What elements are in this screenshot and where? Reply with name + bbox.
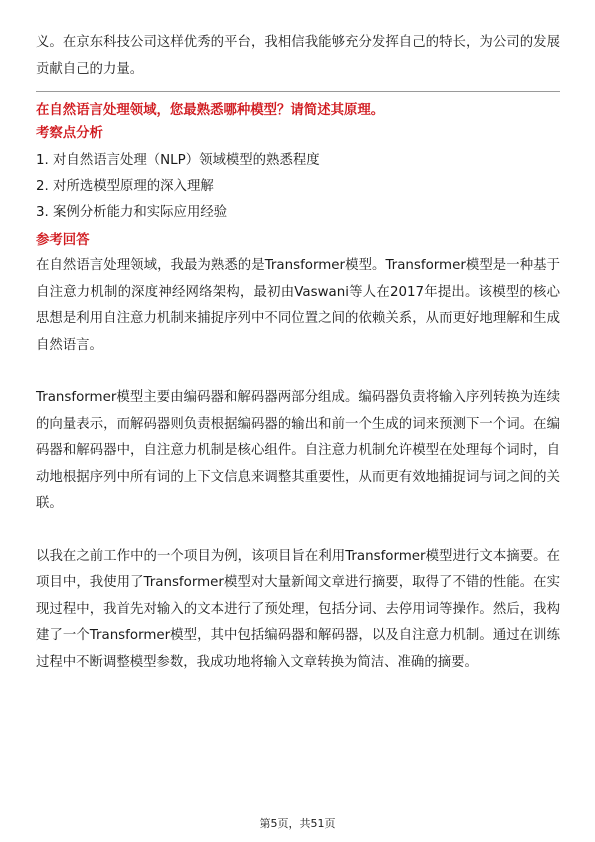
analysis-point: 3. 案例分析能力和实际应用经验 [36, 205, 228, 220]
analysis-points-list [36, 148, 560, 226]
paragraph-gap [36, 359, 560, 385]
question-heading: 在自然语言处理领域，您最熟悉哪种模型？请简述其原理。 [36, 103, 385, 118]
page-number: 第5页，共51页 [259, 817, 336, 830]
section-divider [36, 91, 560, 92]
analysis-point: 1. 对自然语言处理（NLP）领域模型的熟悉程度 [36, 153, 320, 168]
answer-paragraph: 以我在之前工作中的一个项目为例，该项目旨在利用Transformer模型进行文本摘要。在项目中，我使用了Transformer模型对大量新闻文章进行摘要，取得了不错的性能。在实现过程中，我首先对输入的文本进行了预处理，包括分词、去停用词等操作。然后，我构建了一个Transformer模型，其中包括编码器和解码器，以及自注意力机制。通过在训练过程中不断调整模型参数，我成功地将输入文章转换为简洁、准确的摘要。 [36, 548, 560, 670]
analysis-point: 2. 对所选模型原理的深入理解 [36, 179, 214, 194]
analysis-title: 考察点分析 [36, 126, 103, 141]
answer-paragraph: 在自然语言处理领域，我最为熟悉的是Transformer模型。Transformer模型是一种基于自注意力机制的深度神经网络架构，最初由Vaswani等人在2017年提出。该模型的核心思想是利用自注意力机制来捕捉序列中不同位置之间的依赖关系，从而更好地理解和生成自然语言。 [36, 258, 560, 353]
previous-answer-tail: 义。在京东科技公司这样优秀的平台，我相信我能够充分发挥自己的特长，为公司的发展贡献自己的力量。 [36, 35, 560, 77]
page-content [36, 30, 560, 676]
answer-paragraph: Transformer模型主要由编码器和解码器两部分组成。编码器负责将输入序列转换为连续的向量表示，而解码器则负责根据编码器的输出和前一个生成的词来预测下一个词。在编码器和解码器中，自注意力机制是核心组件。自注意力机制允许模型在处理每个词时，自动地根据序列中所有词的上下文信息来调整其重要性，从而更有效地捕捉词与词之间的关联。 [36, 390, 560, 511]
answer-title: 参考回答 [36, 233, 90, 248]
paragraph-gap [36, 518, 560, 544]
